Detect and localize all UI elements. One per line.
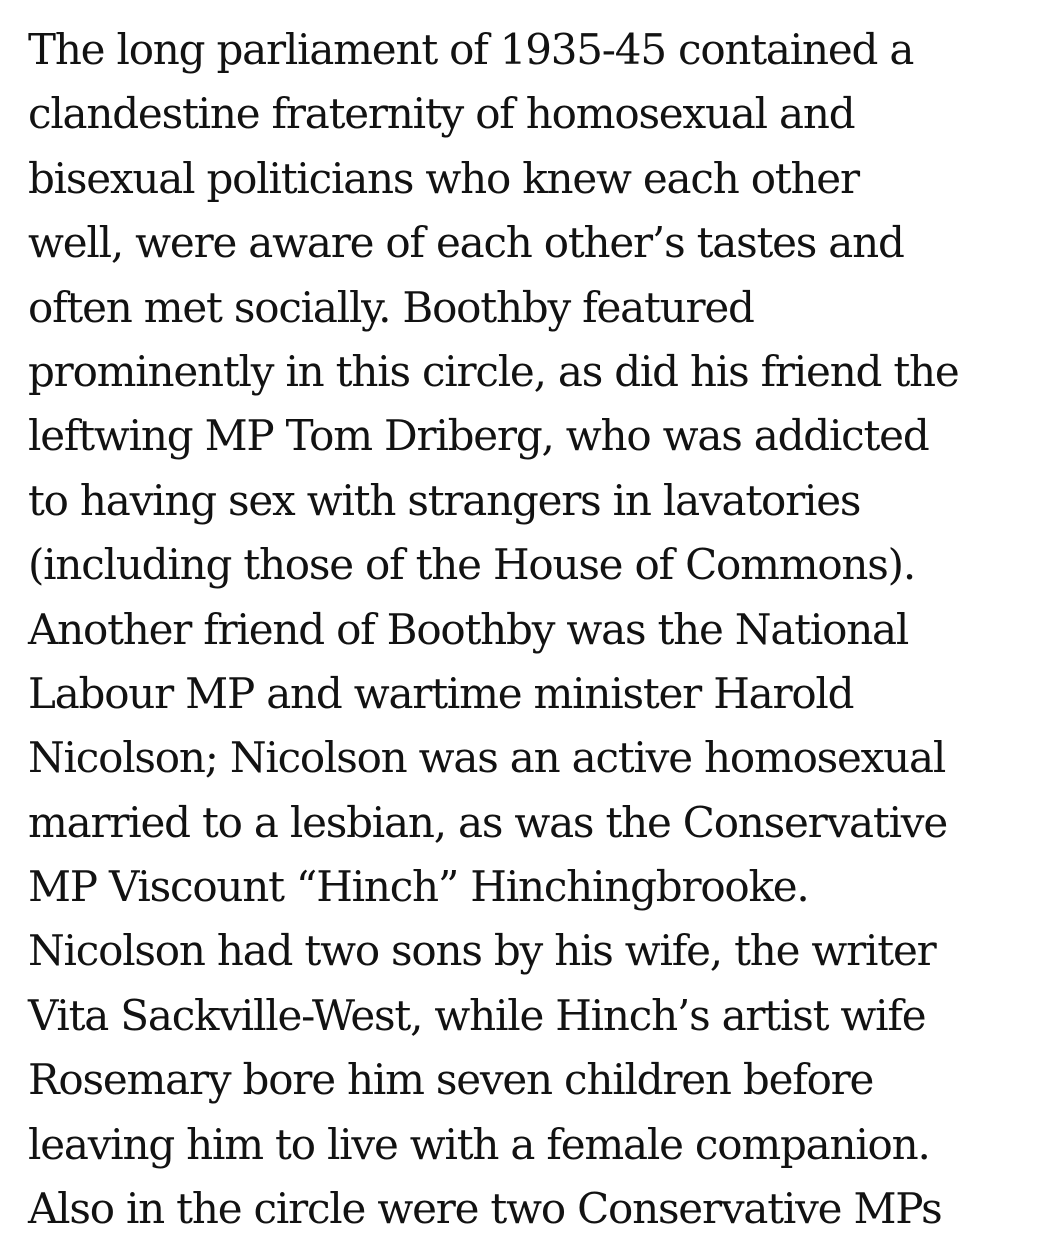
article-line: The long parliament of 1935-45 contained a <box>28 25 914 74</box>
article-line: Labour MP and wartime minister Harold <box>28 668 854 718</box>
article-line: leaving him to live with a female companion. <box>28 1119 930 1169</box>
article-line: prominently in this circle, as did his friend the <box>28 346 959 396</box>
article-body <box>28 18 1048 1241</box>
article-line: often met socially. Boothby featured <box>28 282 754 332</box>
article-line: well, were aware of each other’s tastes and <box>28 218 904 268</box>
article-line: Rosemary bore him seven children before <box>28 1055 874 1105</box>
article-line: MP Viscount “Hinch” Hinchingbrooke. <box>28 862 809 912</box>
article-line: to having sex with strangers in lavatories <box>28 475 861 525</box>
article-line: (including those of the House of Commons). <box>28 540 915 590</box>
article-line: bisexual politicians who knew each other <box>28 153 859 203</box>
article-line: Nicolson had two sons by his wife, the writer <box>28 926 936 976</box>
article-line: married to a lesbian, as was the Conservative <box>28 797 947 847</box>
article-line: Another friend of Boothby was the National <box>28 604 909 654</box>
article-line: clandestine fraternity of homosexual and <box>28 89 855 139</box>
article-line: Nicolson; Nicolson was an active homosexual <box>28 733 946 783</box>
article-line: Vita Sackville-West, while Hinch’s artist wife <box>28 990 926 1040</box>
article-line: Also in the circle were two Conservative MPs <box>28 1184 942 1234</box>
article-line: leftwing MP Tom Driberg, who was addicted <box>28 411 929 461</box>
